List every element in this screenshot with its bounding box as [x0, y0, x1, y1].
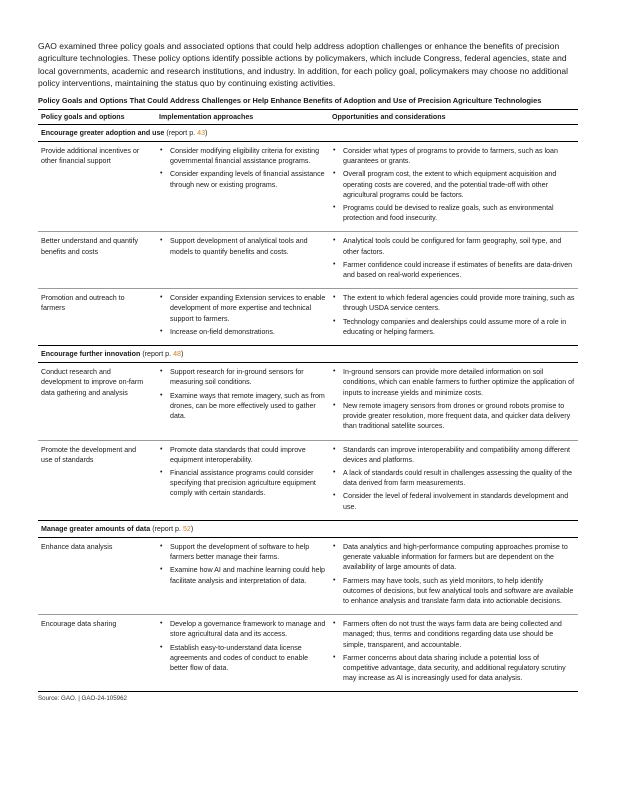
list-item: [332, 542, 575, 573]
list-item-text: Consider the level of federal involvement in standards development and use.: [343, 492, 569, 511]
list-item: [159, 619, 326, 639]
approaches-list: [159, 542, 326, 586]
list-item: [159, 327, 326, 337]
list-item-text: Examine ways that remote imagery, such as from drones, can be more effectively used to gather data.: [170, 391, 325, 421]
list-item-text: Support the development of software to help farmers better manage their farms.: [170, 542, 310, 562]
bullet-icon: •: [333, 576, 336, 584]
considerations-cell: [329, 537, 578, 614]
report-page-link[interactable]: 52: [182, 524, 191, 533]
section-title: Encourage further innovation: [41, 350, 141, 359]
list-item: [332, 468, 575, 488]
considerations-list: [332, 146, 575, 223]
implementation-cell: [156, 232, 329, 289]
list-item-text: Farmers often do not trust the ways farm data are being collected and managed; thus, terms and conditions regarding data use should be simple, transparent, and accountable.: [343, 620, 562, 649]
considerations-cell: [329, 615, 578, 692]
list-item-text: Examine how AI and machine learning could help facilitate analysis and interpretation of data.: [170, 566, 325, 585]
section-row: [38, 520, 578, 537]
bullet-icon: •: [333, 147, 336, 155]
implementation-cell: [156, 440, 329, 520]
approaches-list: [159, 367, 326, 421]
considerations-list: [332, 619, 575, 683]
list-item: [332, 576, 575, 607]
approaches-list: [159, 146, 326, 190]
list-item: [159, 542, 326, 562]
section-row: [38, 124, 578, 141]
bullet-icon: •: [333, 401, 336, 409]
policy-option-cell: Promote the development and use of standards: [38, 440, 156, 520]
bullet-icon: •: [160, 542, 163, 550]
list-item-text: Support development of analytical tools and models to quantify benefits and costs.: [170, 237, 308, 256]
bullet-icon: •: [160, 170, 163, 178]
list-item: [159, 468, 326, 499]
list-item-text: In-ground sensors can provide more detailed information on soil conditions, which can enable farmers to further optimize the application of inputs to increase yields and minimize costs.: [343, 368, 575, 397]
bullet-icon: •: [333, 468, 336, 476]
section-cell: [38, 346, 578, 363]
report-page-link[interactable]: 48: [173, 350, 181, 359]
header-opportunities: Opportunities and considerations: [329, 109, 578, 124]
table-header-row: [38, 109, 578, 124]
list-item-text: Financial assistance programs could consider specifying that precision agriculture equipment comply with certain standards.: [170, 468, 316, 498]
list-item: [332, 491, 575, 511]
report-ref-prefix: (report p.: [166, 128, 198, 137]
bullet-icon: •: [333, 204, 336, 212]
list-item: [332, 293, 575, 313]
header-implementation: Implementation approaches: [156, 109, 329, 124]
section-cell: [38, 520, 578, 537]
list-item: [332, 367, 575, 398]
list-item-text: Increase on-field demonstrations.: [170, 327, 275, 336]
source-note: Source: GAO. | GAO-24-105962: [38, 695, 127, 703]
implementation-cell: [156, 363, 329, 440]
considerations-cell: [329, 440, 578, 520]
list-item-text: Farmer confidence could increase if estimates of benefits are data-driven and based on real-world experiences.: [343, 260, 573, 280]
list-item: [332, 203, 575, 223]
policy-option-cell: Conduct research and development to improve on-farm data gathering and analysis: [38, 363, 156, 440]
section-row: [38, 346, 578, 363]
list-item-text: New remote imagery sensors from drones or ground robots promise to provide greater resolution, more frequent data, and quicker data delivery than traditional satellite sources.: [343, 401, 571, 431]
approaches-list: [159, 293, 326, 337]
list-item-text: Establish easy-to-understand data license agreements and codes of conduct to enable better flow of data.: [170, 643, 309, 672]
considerations-list: [332, 542, 575, 606]
list-item: [332, 236, 575, 256]
bullet-icon: •: [333, 170, 336, 178]
policy-option-cell: Enhance data analysis: [38, 537, 156, 614]
considerations-list: [332, 293, 575, 337]
list-item-text: Analytical tools could be configured for farm geography, soil type, and other factors.: [343, 237, 562, 256]
approaches-list: [159, 619, 326, 673]
section-title: Manage greater amounts of data: [41, 524, 151, 533]
list-item-text: Support research for in-ground sensors for measuring soil conditions.: [170, 368, 304, 387]
table-row: [38, 232, 578, 289]
considerations-cell: [329, 142, 578, 232]
list-item-text: Data analytics and high-performance computing approaches promise to generate valuable information for farmers but are dependent on the availability of large amounts of data.: [343, 542, 568, 572]
list-item: [159, 293, 326, 324]
report-ref-prefix: (report p.: [152, 524, 183, 533]
bullet-icon: •: [333, 260, 336, 268]
list-item-text: Consider expanding Extension services to enable development of more expertise and technical support to farmers.: [170, 294, 326, 323]
report-ref-prefix: (report p.: [142, 350, 174, 359]
list-item: [332, 653, 575, 684]
implementation-cell: [156, 142, 329, 232]
list-item: [332, 260, 575, 280]
header-policy-goals: Policy goals and options: [38, 109, 156, 124]
considerations-cell: [329, 363, 578, 440]
bullet-icon: •: [333, 445, 336, 453]
list-item-text: The extent to which federal agencies could provide more training, such as through USDA service centers.: [343, 294, 575, 313]
list-item-text: Promote data standards that could improve equipment interoperability.: [170, 445, 306, 464]
table-row: [38, 363, 578, 440]
policy-option-cell: Promotion and outreach to farmers: [38, 289, 156, 346]
list-item: [159, 391, 326, 422]
list-item: [332, 619, 575, 650]
policy-options-table: [38, 109, 578, 693]
bullet-icon: •: [333, 542, 336, 550]
list-item-text: Consider modifying eligibility criteria for existing governmental financial assistance programs.: [170, 147, 320, 166]
list-item-text: Consider what types of programs to provide to farmers, such as loan guarantees or grants.: [343, 147, 558, 166]
list-item: [159, 146, 326, 166]
list-item-text: Consider expanding levels of financial assistance through new or existing programs.: [170, 170, 325, 189]
considerations-list: [332, 445, 575, 512]
bullet-icon: •: [160, 147, 163, 155]
table-row: [38, 615, 578, 692]
bullet-icon: •: [333, 620, 336, 628]
list-item-text: Develop a governance framework to manage and store agricultural data and its access.: [170, 620, 326, 639]
report-page-link[interactable]: 43: [197, 128, 206, 137]
list-item: [159, 445, 326, 465]
report-ref-suffix: ): [180, 350, 184, 359]
section-cell: [38, 124, 578, 141]
list-item-text: A lack of standards could result in challenges assessing the quality of the data derived from farm measurements.: [343, 468, 573, 488]
bullet-icon: •: [333, 368, 336, 376]
table-title: Policy Goals and Options That Could Address Challenges or Help Enhance Benefits of Adoption and Use of Precision Agriculture Technologies: [38, 95, 542, 105]
bullet-icon: •: [160, 391, 163, 399]
bullet-icon: •: [333, 294, 336, 302]
table-row: [38, 537, 578, 614]
list-item: [159, 565, 326, 585]
list-item: [332, 169, 575, 200]
implementation-cell: [156, 537, 329, 614]
bullet-icon: •: [160, 620, 163, 628]
implementation-cell: [156, 289, 329, 346]
bullet-icon: •: [160, 368, 163, 376]
list-item-text: Programs could be devised to realize goals, such as environmental protection and food insecurity.: [343, 204, 554, 223]
table-row: [38, 440, 578, 520]
considerations-cell: [329, 232, 578, 289]
considerations-cell: [329, 289, 578, 346]
report-ref-suffix: ): [205, 128, 208, 137]
table-row: [38, 289, 578, 346]
list-item: [159, 367, 326, 387]
list-item: [159, 236, 326, 256]
section-title: Encourage greater adoption and use: [41, 128, 165, 137]
policy-option-cell: Better understand and quantify benefits and costs: [38, 232, 156, 289]
list-item-text: Farmer concerns about data sharing include a potential loss of competitive advantage, data security, and additional regulatory scrutiny may increase as AI is increasingly used for data analysis.: [343, 653, 566, 683]
list-item: [332, 401, 575, 432]
list-item-text: Overall program cost, the extent to which equipment acquisition and operating costs are covered, and the potential trade-off with other agricultural programs could be factors.: [343, 170, 557, 199]
implementation-cell: [156, 615, 329, 692]
list-item: [332, 146, 575, 166]
considerations-list: [332, 236, 575, 280]
considerations-list: [332, 367, 575, 431]
list-item: [332, 317, 575, 337]
table-row: [38, 142, 578, 232]
approaches-list: [159, 236, 326, 256]
bullet-icon: •: [160, 468, 163, 476]
bullet-icon: •: [333, 492, 336, 500]
report-ref-suffix: ): [190, 524, 194, 533]
bullet-icon: •: [160, 445, 163, 453]
bullet-icon: •: [160, 294, 163, 302]
bullet-icon: •: [160, 566, 163, 574]
list-item: [332, 445, 575, 465]
bullet-icon: •: [160, 237, 163, 245]
list-item-text: Technology companies and dealerships could assume more of a role in educating or helping farmers.: [343, 317, 567, 336]
approaches-list: [159, 445, 326, 499]
policy-option-cell: Provide additional incentives or other financial support: [38, 142, 156, 232]
list-item: [159, 169, 326, 189]
list-item-text: Farmers may have tools, such as yield monitors, to help identify outcomes of decisions, but few analytical tools and software are available to enhance analysis and translate farm data into actionable decisions.: [343, 576, 574, 605]
bullet-icon: •: [160, 327, 163, 335]
policy-option-cell: Encourage data sharing: [38, 615, 156, 692]
list-item-text: Standards can improve interoperability and compatibility among different devices and platforms.: [343, 445, 570, 464]
table-body: [38, 124, 578, 692]
bullet-icon: •: [160, 643, 163, 651]
bullet-icon: •: [333, 237, 336, 245]
list-item: [159, 643, 326, 674]
bullet-icon: •: [333, 653, 336, 661]
intro-paragraph: GAO examined three policy goals and associated options that could help address adoption challenges or enhance the benefits of precision agriculture technologies. These policy options identify possible actions by policymakers, which include Congress, federal agencies, state and local governments, academic and research institutions, and industry. In addition, for each policy goal, policymakers may choose no additional policy interventions, maintaining the status quo by continuing existing activities.: [38, 41, 568, 89]
bullet-icon: •: [333, 317, 336, 325]
